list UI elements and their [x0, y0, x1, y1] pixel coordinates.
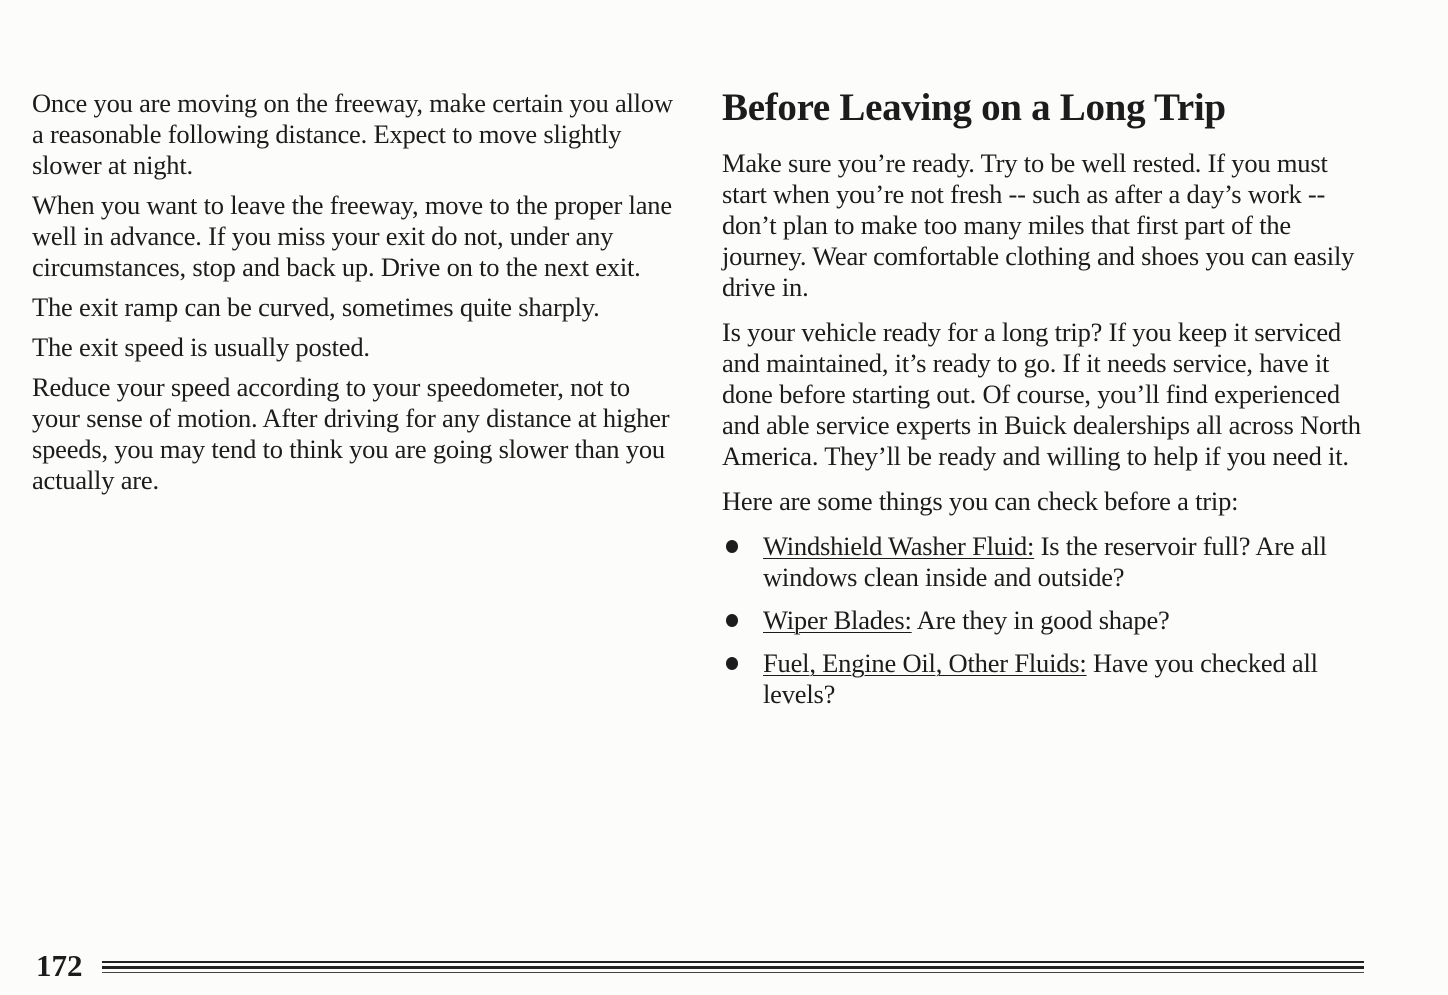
checklist-item-washer-fluid: [722, 531, 1372, 593]
footer-rule-line-middle: [102, 966, 1364, 969]
paragraph-vehicle-ready: Is your vehicle ready for a long trip? If you keep it serviced and maintained, it’s ready to go. If it needs service, have it done before starting out. Of course, you’ll find experienced and able service experts in Buick dealerships all across North America. They’ll be ready and willing to help if you need it.: [722, 317, 1361, 471]
left-column: [32, 88, 682, 505]
paragraph-leaving-freeway: When you want to leave the freeway, move to the proper lane well in advance. If you miss your exit do not, under any circumstances, stop and back up. Drive on to the next exit.: [32, 190, 672, 282]
paragraph-be-ready: Make sure you’re ready. Try to be well rested. If you must start when you’re not fresh -- such as after a day’s work -- don’t plan to make too many miles that first part of the journey. Wear comfortable clothing and shoes you can easily drive in.: [722, 148, 1355, 302]
section-heading: Before Leaving on a Long Trip: [722, 86, 1226, 129]
trip-checklist: [722, 531, 1372, 710]
bullet-icon: [726, 657, 738, 670]
footer-rule-line-bottom: [102, 972, 1364, 973]
checklist-item-title: Windshield Washer Fluid:: [763, 531, 1035, 561]
paragraph-checklist-intro: Here are some things you can check before a trip:: [722, 486, 1239, 516]
checklist-item-title: Fuel, Engine Oil, Other Fluids:: [763, 648, 1087, 678]
checklist-item-text: Are they in good shape?: [911, 605, 1170, 635]
checklist-item-text: Have you checked all levels?: [763, 648, 1318, 709]
paragraph-following-distance: Once you are moving on the freeway, make certain you allow a reasonable following distance. Expect to move slightly slower at night.: [32, 88, 673, 180]
checklist-item-fluids: [722, 648, 1372, 710]
bullet-icon: [726, 614, 738, 627]
paragraph-reduce-speed: Reduce your speed according to your speedometer, not to your sense of motion. After driving for any distance at higher speeds, you may tend to think you are going slower than you actually are.: [32, 372, 670, 495]
footer-rule: [102, 961, 1364, 973]
checklist-item-wiper-blades: [722, 605, 1372, 636]
paragraph-exit-speed: The exit speed is usually posted.: [32, 332, 370, 362]
checklist-item-text: Is the reservoir full? Are all windows clean inside and outside?: [763, 531, 1327, 592]
paragraph-exit-ramp: The exit ramp can be curved, sometimes quite sharply.: [32, 292, 600, 322]
right-column: [722, 84, 1372, 722]
checklist-item-title: Wiper Blades:: [763, 605, 912, 635]
footer-rule-line-top: [102, 961, 1364, 963]
bullet-icon: [726, 540, 738, 553]
page-number: 172: [36, 948, 83, 983]
